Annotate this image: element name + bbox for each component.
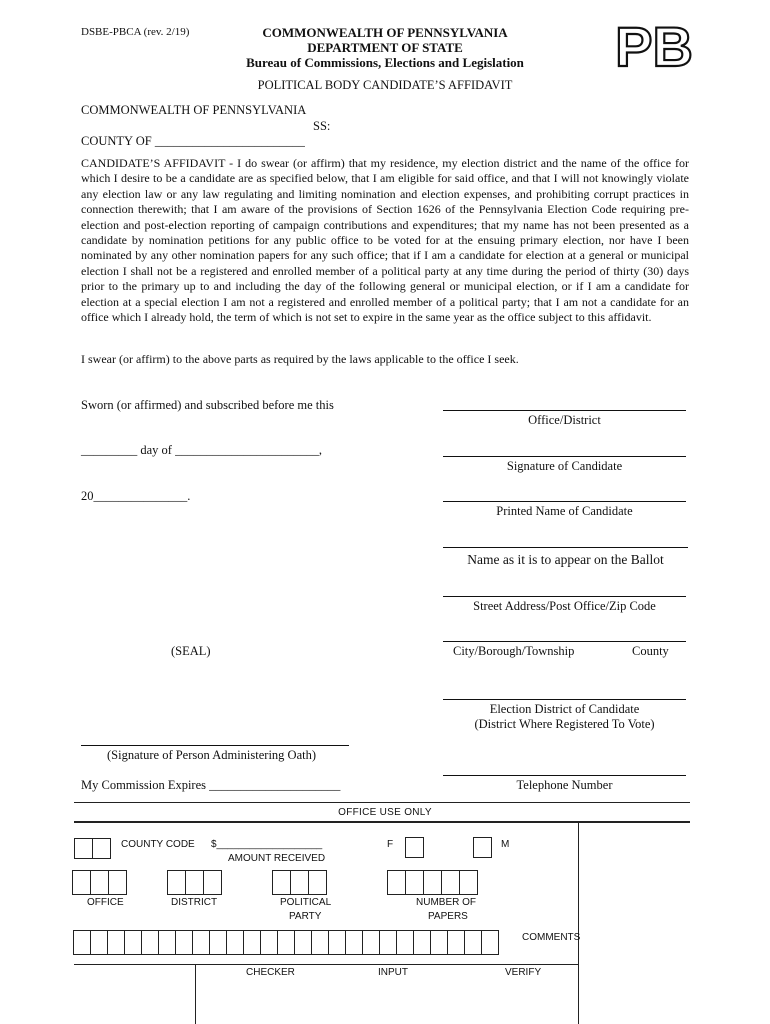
checker-rule [74, 964, 579, 965]
office-box[interactable] [108, 870, 127, 895]
telephone-label: Telephone Number [516, 778, 613, 792]
political-party-box[interactable] [290, 870, 309, 895]
comments-box[interactable] [396, 930, 414, 955]
commission-expires-field[interactable]: My Commission Expires _____________________ [81, 778, 341, 792]
comments-box[interactable] [294, 930, 312, 955]
papers-box[interactable] [459, 870, 478, 895]
affidavit-text: CANDIDATE’S AFFIDAVIT - I do swear (or affirm) that my residence, my election district and the name of the office for which I desire to be a candidate are as specified below, that I am eligible for said office, and that I will not knowingly violate any election law or any law regulating and limiting nomination and election expenses, and prohibiting corrupt practices in connection therewith; that I am aware of the provisions of Section 1626 of the Pennsylvania Election Code requiring pre-election and post-election reporting of campaign contributions and expenditures; that my name has not been presented as a candidate by nomination petitions for any public office to be voted for at the ensuing primary election, nor have I been nominated by any other nomination papers for any such office; that if I am a candidate for election at a general or municipal election I shall not be a registered and enrolled member of a political party at any time during the period of thirty (30) days prior to the primary up to and including the day of the following general or municipal election, or if I am a candidate for election at a special election I am not a registered and enrolled member of a political party; that I am not a candidate for an office which I already hold, the term of which is not set to expire in the same year as the office subject to this affidavit. [81, 156, 689, 325]
amount-received-label: AMOUNT RECEIVED [228, 853, 326, 864]
admin-signature-line[interactable] [81, 735, 349, 746]
venue-commonwealth: COMMONWEALTH OF PENNSYLVANIA [81, 103, 307, 117]
checker-label: CHECKER [246, 967, 295, 978]
comments-box[interactable] [226, 930, 244, 955]
comments-box[interactable] [311, 930, 329, 955]
office-box[interactable] [72, 870, 91, 895]
comments-box[interactable] [73, 930, 91, 955]
header-bureau: Bureau of Commissions, Elections and Legislation [246, 55, 524, 70]
county-code-box[interactable] [74, 838, 93, 859]
candidate-signature-line[interactable] [443, 455, 686, 457]
comments-boxes[interactable] [74, 930, 499, 955]
ballot-name-line[interactable] [443, 546, 688, 548]
comments-box[interactable] [447, 930, 465, 955]
comments-box[interactable] [430, 930, 448, 955]
comments-box[interactable] [158, 930, 176, 955]
comments-box[interactable] [260, 930, 278, 955]
comments-box[interactable] [209, 930, 227, 955]
verify-label: VERIFY [505, 967, 542, 978]
office-use-top-rule [74, 802, 690, 803]
comments-box[interactable] [243, 930, 261, 955]
papers-label: PAPERS [428, 911, 468, 922]
election-district-label: Election District of Candidate [489, 702, 640, 716]
f-checkbox[interactable] [405, 837, 424, 858]
printed-name-label: Printed Name of Candidate [496, 504, 633, 518]
city-county-line[interactable] [443, 640, 686, 642]
number-of-papers-boxes[interactable] [388, 870, 478, 895]
comments-box[interactable] [379, 930, 397, 955]
venue-ss: SS: [313, 119, 331, 133]
comments-label: COMMENTS [522, 932, 581, 943]
comments-box[interactable] [141, 930, 159, 955]
county-code-label: COUNTY CODE [121, 839, 195, 850]
m-checkbox[interactable] [473, 837, 492, 858]
office-use-right-divider [578, 822, 579, 1024]
district-box[interactable] [185, 870, 204, 895]
checker-divider [195, 965, 196, 1024]
venue-county-field[interactable]: COUNTY OF ________________________ [81, 134, 305, 148]
comments-box[interactable] [277, 930, 295, 955]
street-address-label: Street Address/Post Office/Zip Code [473, 599, 656, 613]
admin-signature-label: (Signature of Person Administering Oath) [107, 748, 316, 762]
office-district-label: Office/District [528, 413, 601, 427]
papers-box[interactable] [423, 870, 442, 895]
telephone-line[interactable] [443, 774, 686, 776]
city-label: City/Borough/Township [453, 644, 575, 658]
header-department: DEPARTMENT OF STATE [307, 40, 463, 55]
year-field[interactable]: 20_______________. [81, 489, 191, 503]
papers-box[interactable] [441, 870, 460, 895]
comments-box[interactable] [90, 930, 108, 955]
comments-box[interactable] [413, 930, 431, 955]
pb-logo-icon [609, 20, 699, 72]
office-label: OFFICE [87, 897, 124, 908]
election-district-note: (District Where Registered To Vote) [474, 717, 655, 731]
papers-box[interactable] [387, 870, 406, 895]
office-boxes[interactable] [73, 870, 127, 895]
sworn-statement: Sworn (or affirmed) and subscribed before me this [81, 398, 334, 412]
printed-name-line[interactable] [443, 500, 686, 502]
county-code-box[interactable] [92, 838, 111, 859]
seal-label: (SEAL) [171, 644, 211, 658]
comments-box[interactable] [464, 930, 482, 955]
amount-field[interactable]: $___________________ [211, 839, 323, 850]
ballot-name-label: Name as it is to appear on the Ballot [467, 552, 664, 567]
swear-statement: I swear (or affirm) to the above parts as required by the laws applicable to the office I seek. [81, 352, 519, 366]
political-party-boxes[interactable] [273, 870, 327, 895]
election-district-line[interactable] [443, 698, 686, 700]
county-label: County [632, 644, 669, 658]
header-commonwealth: COMMONWEALTH OF PENNSYLVANIA [262, 25, 508, 40]
comments-box[interactable] [345, 930, 363, 955]
comments-box[interactable] [124, 930, 142, 955]
office-use-rule [74, 821, 690, 823]
political-label: POLITICAL [280, 897, 332, 908]
comments-box[interactable] [481, 930, 499, 955]
county-code-boxes[interactable] [75, 838, 111, 859]
street-address-line[interactable] [443, 595, 686, 597]
party-label: PARTY [289, 911, 322, 922]
day-of-field[interactable]: _________ day of _______________________, [81, 443, 322, 457]
comments-box[interactable] [328, 930, 346, 955]
comments-box[interactable] [175, 930, 193, 955]
district-boxes[interactable] [168, 870, 222, 895]
form-id: DSBE-PBCA (rev. 2/19) [81, 26, 190, 38]
district-box[interactable] [203, 870, 222, 895]
district-label: DISTRICT [171, 897, 218, 908]
input-label: INPUT [378, 967, 408, 978]
papers-box[interactable] [405, 870, 424, 895]
number-of-label: NUMBER OF [416, 897, 476, 908]
m-label: M [501, 839, 510, 850]
f-label: F [387, 839, 394, 850]
political-party-box[interactable] [272, 870, 291, 895]
political-party-box[interactable] [308, 870, 327, 895]
pb-logo-text: PB [615, 20, 693, 72]
comments-box[interactable] [192, 930, 210, 955]
candidate-signature-label: Signature of Candidate [506, 459, 623, 473]
office-district-line[interactable] [443, 409, 686, 411]
office-box[interactable] [90, 870, 109, 895]
form-title: POLITICAL BODY CANDIDATE’S AFFIDAVIT [257, 78, 513, 92]
comments-box[interactable] [107, 930, 125, 955]
comments-box[interactable] [362, 930, 380, 955]
office-use-heading: OFFICE USE ONLY [338, 807, 432, 818]
district-box[interactable] [167, 870, 186, 895]
